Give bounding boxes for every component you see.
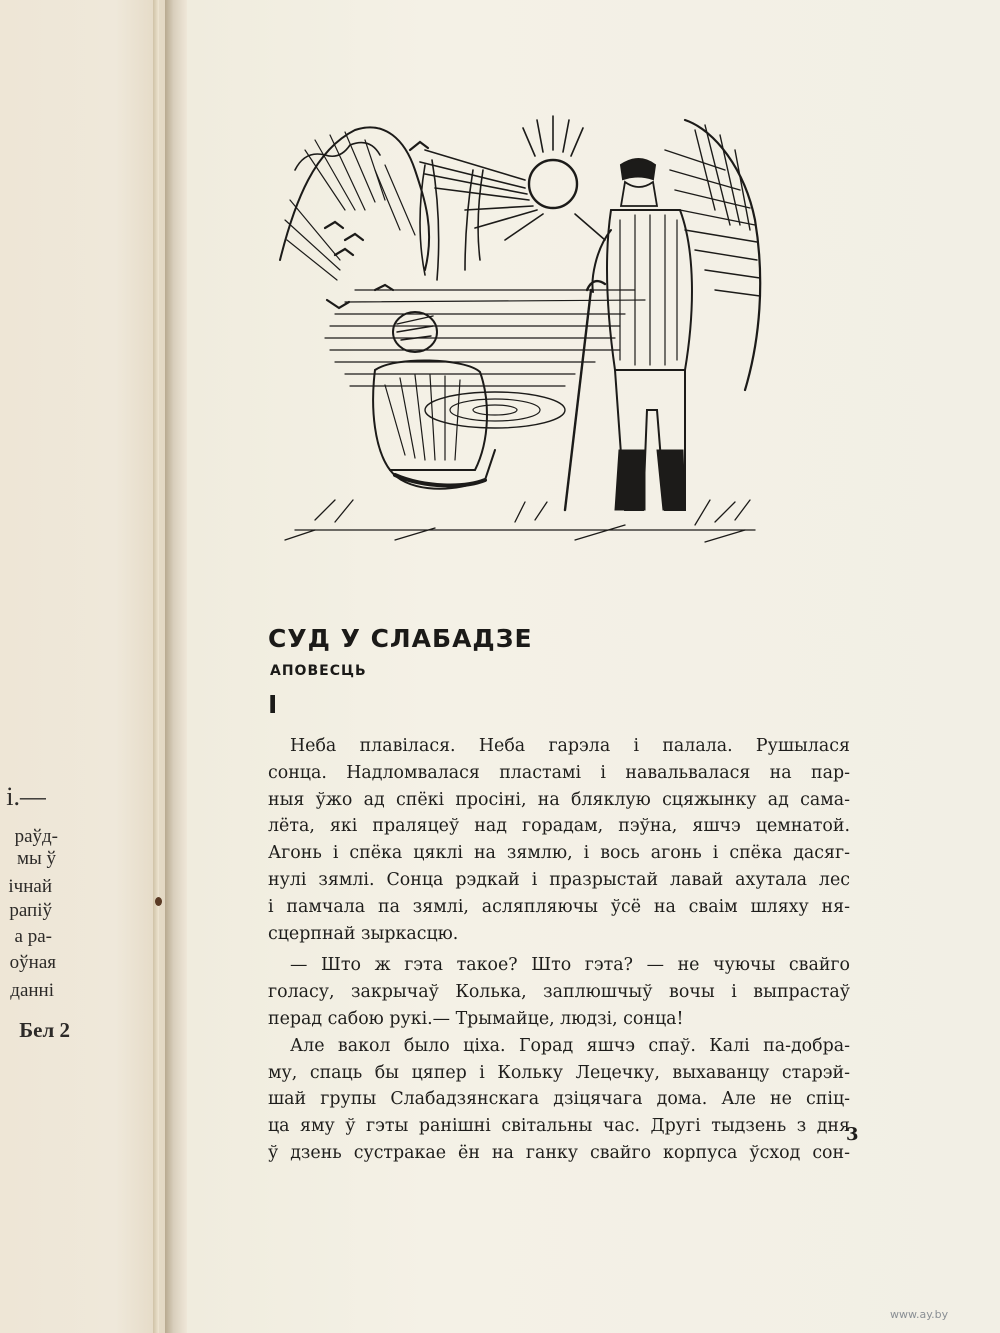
- chapter-illustration: [275, 110, 775, 550]
- left-page-fragment: ічнай: [8, 876, 52, 897]
- story-subtitle: АПОВЕСЦЬ: [270, 663, 367, 679]
- text-line: лёта, які праляцеў над горадам, пэўна, яшчэ цемнатой.: [268, 816, 850, 837]
- text-line: голасу, закрычаў Колька, заплюшчыў вочы і выпрастаў: [268, 982, 850, 1003]
- text-line: шай групы Слабадзянскага дзіцячага дома. Але не спіц-: [268, 1089, 850, 1110]
- left-page-fragment: а ра-: [14, 926, 52, 947]
- page-edge-shadow: [153, 0, 159, 1333]
- watermark: www.ay.by: [890, 1308, 949, 1321]
- text-line: Неба плавілася. Неба гарэла і палала. Рушылася: [290, 736, 850, 756]
- text-line: ца яму ў гэты ранішні світальны час. Другі тыдзень з дня: [268, 1116, 850, 1137]
- text-line: і памчала па зямлі, асляпляючы ўсё на сваім шляху ня-: [268, 896, 850, 917]
- left-page-fragment: данні: [10, 980, 54, 1001]
- left-page-fragment: раўд-: [14, 826, 58, 847]
- page-number: 3: [846, 1124, 859, 1145]
- text-line: — Што ж гэта такое? Што гэта? — не чуючы свайго: [290, 955, 850, 976]
- left-page-fragment: Бел 2: [19, 1018, 70, 1042]
- text-line: Але вакол было ціха. Горад яшчэ спаў. Калі па-добра-: [290, 1035, 850, 1056]
- text-line: сонца. Надломвалася пластамі і навальвалася на пар-: [268, 762, 850, 783]
- left-page-fragment: і.—: [6, 782, 46, 811]
- book-spine: [165, 0, 187, 1333]
- chapter-number: I: [268, 690, 278, 719]
- text-line: сцерпнай зыркасцю.: [268, 923, 459, 944]
- text-line: ныя ўжо ад спёкі просіні, на бляклую сцяжынку ад сама-: [268, 789, 850, 810]
- left-page-fragment: оўная: [9, 952, 56, 973]
- text-line: нулі зямлі. Сонца рэдкай і празрыстай лавай ахутала лес: [268, 869, 850, 890]
- text-line: му, спаць бы цяпер і Кольку Лецечку, выхаванцу старэй-: [268, 1062, 850, 1083]
- story-title: СУД У СЛАБАДЗЕ: [268, 624, 533, 653]
- text-line: ў дзень сустракае ён на ганку свайго корпуса ўсход сон-: [268, 1142, 850, 1163]
- text-line: Агонь і спёка цяклі на зямлю, і вось агонь і спёка дасяг-: [268, 843, 850, 864]
- ink-spot: [155, 897, 162, 906]
- left-page-fragment: мы ў: [16, 848, 56, 869]
- left-page-fragment: рапіў: [9, 900, 52, 921]
- previous-page-edge: [0, 0, 165, 1333]
- body-text: [268, 733, 850, 1167]
- text-line: перад сабою рукі.— Трымайце, людзі, сонца!: [268, 1008, 684, 1029]
